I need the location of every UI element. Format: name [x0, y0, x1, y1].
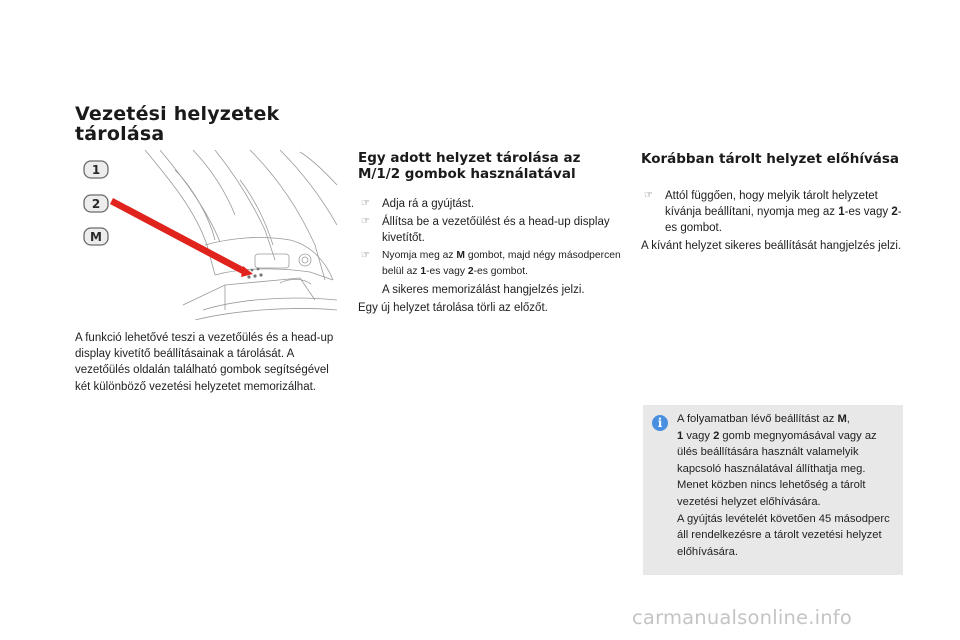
info-box-para-3: A gyújtás levételét követően 45 másodperc áll rendelkezésre a tárolt vezetési helyzet előhívására. [677, 512, 890, 558]
info-box-para-1: A folyamatban lévő beállítást az M, 1 vagy 2 gomb megnyomásával vagy az ülés beállítására használt valamelyik kapcsoló használatával állíthatja meg. [677, 413, 877, 475]
info-box [643, 405, 903, 575]
memory-buttons [84, 161, 108, 245]
hand-pointer-icon: ☞ [644, 190, 653, 201]
store-step [358, 248, 626, 280]
hand-pointer-icon: ☞ [361, 216, 370, 227]
store-section [358, 150, 626, 316]
seat-memory-figure [75, 150, 337, 320]
memory-button-2-icon [84, 195, 108, 212]
info-box-para-2: Menet közben nincs lehetőség a tárolt vezetési helyzet előhívására. [677, 479, 866, 508]
watermark: carmanualsonline.info [632, 606, 852, 629]
store-section-heading: Egy adott helyzet tárolása az M/1/2 gombok használatával [358, 150, 581, 182]
recall-step-text: Attól függően, hogy melyik tárolt helyzetet kívánja beállítani, nyomja meg az 1-es vagy 2-es gombot. [665, 190, 902, 234]
page-title: Vezetési helyzetek tárolása [75, 103, 280, 145]
intro-text: A funkció lehetővé teszi a vezetőülés és a head-up display kivetítő beállításainak a tárolását. A vezetőülés oldalán található gombok segítségével két különböző vezetési helyzetet memorizálhat. [75, 332, 334, 393]
recall-section [641, 150, 913, 254]
memory-button-m-icon [84, 228, 108, 245]
store-step-text: Állítsa be a vezetőülést és a head-up display kivetítőt. [382, 216, 610, 244]
svg-text:2: 2 [91, 197, 101, 211]
recall-step [641, 188, 913, 236]
memory-button-1-icon [84, 161, 108, 178]
store-note: Egy új helyzet tárolása törli az előzőt. [358, 302, 548, 314]
store-step [358, 214, 626, 246]
hand-pointer-icon: ☞ [361, 198, 370, 209]
svg-text:M: M [90, 230, 102, 244]
store-step-text: Adja rá a gyújtást. [382, 198, 475, 210]
svg-text:1: 1 [91, 163, 101, 177]
hand-pointer-icon: ☞ [361, 250, 370, 261]
recall-confirmation: A kívánt helyzet sikeres beállítását hangjelzés jelzi. [641, 240, 902, 252]
store-confirmation: A sikeres memorizálást hangjelzés jelzi. [382, 284, 585, 296]
store-step-text: Nyomja meg az M gombot, majd négy másodpercen belül az 1-es vagy 2-es gombot. [382, 250, 621, 277]
info-icon: i [652, 415, 668, 431]
recall-section-heading: Korábban tárolt helyzet előhívása [641, 151, 900, 167]
store-step [358, 196, 626, 212]
